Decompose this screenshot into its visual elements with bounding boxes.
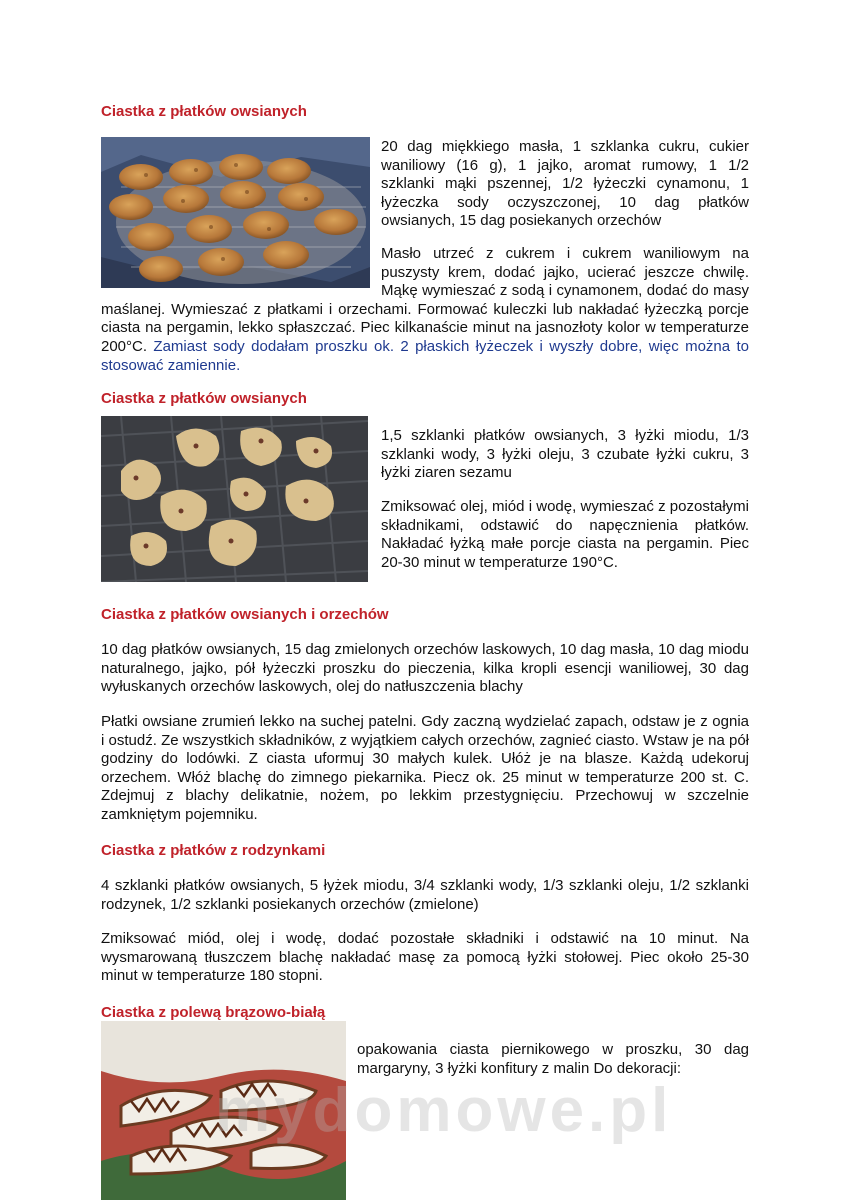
oat-clusters-photo-icon xyxy=(101,416,368,582)
watermark: mydomowe.pl xyxy=(215,1076,673,1145)
recipe-4-title: Ciastka z płatków z rodzynkami xyxy=(101,842,326,859)
recipe-3-title: Ciastka z płatków owsianych i orzechów xyxy=(101,606,389,623)
recipe-1-method-block xyxy=(101,245,749,375)
recipe-2-method: Zmiksować olej, miód i wodę, wymieszać z pozostałymi składnikami, odstawić do napęcznienia płatków. Nakładać łyżką małe porcje ciasta na pergamin. Piec 20-30 minut w temperaturze 190°C. xyxy=(381,498,749,571)
recipe-5-title: Ciastka z polewą brązowo-białą xyxy=(101,1004,326,1021)
recipe-1-method-text: Masło utrzeć z cukrem i cukrem waniliowym na puszysty krem, dodać jajko, ucierać jeszcze chwilę. Mąkę wymieszać z sodą i cynamonem, dodać do masy maślanej. Wymieszać z płatkami i orzechami. Formować kuleczki lub nakładać łyżeczką porcje ciasta na pergamin, lekko spłaszczać. Piec kilkanaście minut na jasnozłoty kolor w temperaturze 200°C. xyxy=(101,245,749,355)
recipe-3-method: Płatki owsiane zrumień lekko na suchej patelni. Gdy zaczną wydzielać zapach, odstaw je z ognia i ostudź. Ze wszystkich składników, z wyjątkiem całych orzechów, zagnieć ciasto. Wstaw je na pół godziny do lodówki. Z ciasta uformuj 30 małych kulek. Ułóż je na blasze. Każdą udekoruj orzechem. Włóż blachę do zimnego piekarnika. Piecz ok. 25 minut w temperaturze 200 st. C. Zdejmuj z blachy delikatnie, nożem, po lekkim przestygnięciu. Przechowuj w szczelnie zamkniętym pojemniku. xyxy=(101,713,749,823)
photo-wrap-spacer xyxy=(101,245,381,300)
recipe-1-note: Zamiast sody dodałam proszku ok. 2 płaskich łyżeczek i wyszły dobre, więc można to stosować zamiennie. xyxy=(101,337,749,374)
recipe-3-ingredients: 10 dag płatków owsianych, 15 dag zmielonych orzechów laskowych, 10 dag masła, 10 dag miodu naturalnego, jajko, pół łyżeczki proszku do pieczenia, kilka kropli esencji waniliowej, 30 dag wyłuskanych orzechów laskowych, olej do natłuszczenia blachy xyxy=(101,641,749,696)
recipe-1-title: Ciastka z płatków owsianych xyxy=(101,103,307,120)
recipe-4-ingredients: 4 szklanki płatków owsianych, 5 łyżek miodu, 3/4 szklanki wody, 1/3 szklanki oleju, 1/2 szklanki rodzynek, 1/2 szklanki posiekanych orzechów (zmielone) xyxy=(101,877,749,913)
recipe-2-ingredients: 1,5 szklanki płatków owsianych, 3 łyżki miodu, 1/3 szklanki wody, 3 łyżki oleju, 3 czubate łyżki cukru, 3 łyżki ziaren sezamu xyxy=(381,427,749,482)
recipe-4-method: Zmiksować miód, olej i wodę, dodać pozostałe składniki i odstawić na 10 minut. Na wysmarowaną tłuszczem blachę nakładać masę za pomocą łyżki stołowej. Piec około 25-30 minut w temperaturze 180 stopni. xyxy=(101,930,749,985)
recipe-1-ingredients: 20 dag miękkiego masła, 1 szklanka cukru, cukier waniliowy (16 g), 1 jajko, aromat rumowy, 1 1/2 szklanki mąki pszennej, 1/2 łyżeczki cynamonu, 1 łyżeczka sody oczyszczonej, 10 dag płatków owsianych, 15 dag posiekanych orzechów xyxy=(381,138,749,230)
recipe-2-photo xyxy=(101,416,368,582)
recipe-5-ingredients: opakowania ciasta piernikowego w proszku, 30 dag margaryny, 3 łyżki konfitury z malin Do dekoracji: xyxy=(357,1041,749,1077)
recipe-2-title: Ciastka z płatków owsianych xyxy=(101,390,307,407)
